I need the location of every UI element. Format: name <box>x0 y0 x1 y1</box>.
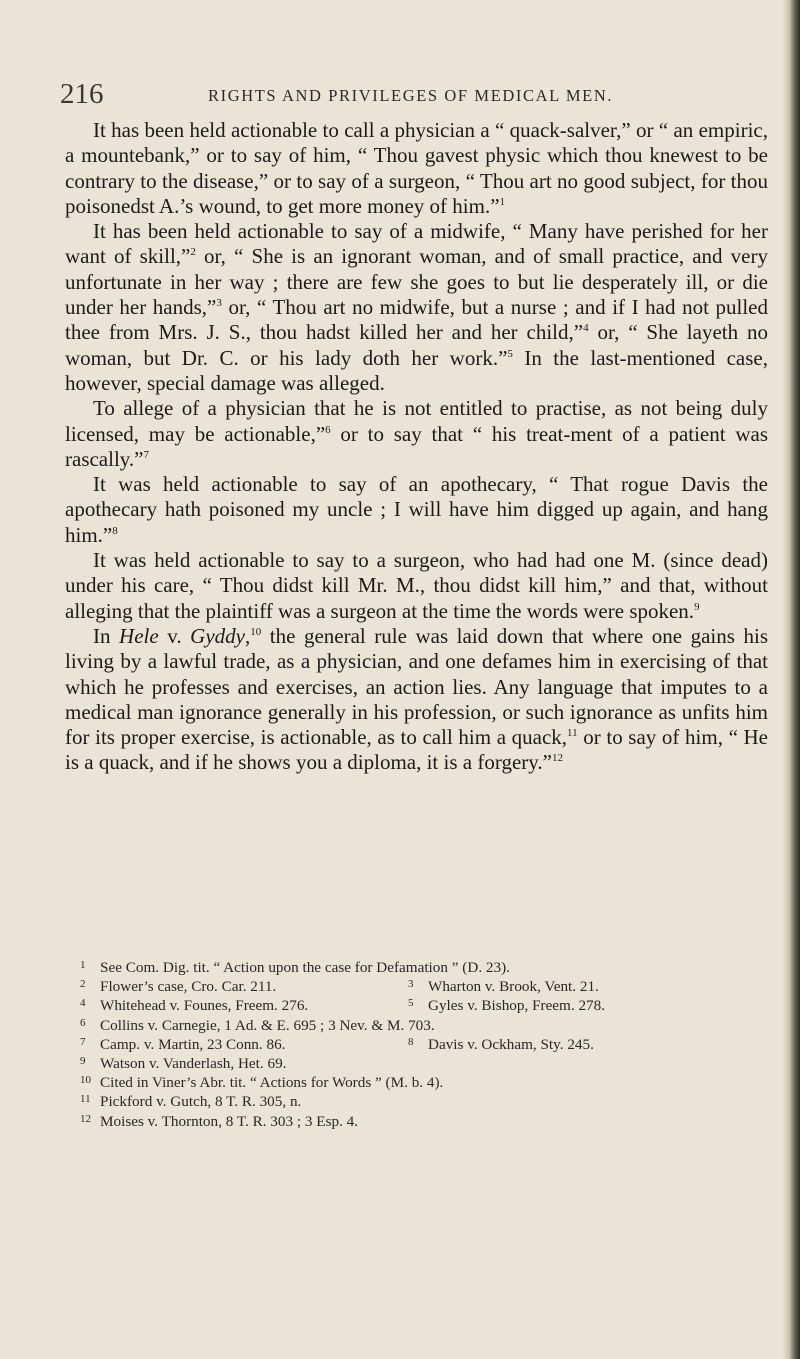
footnote-number: 9 <box>80 1055 86 1068</box>
text-run: In the last-mentioned case, however, special damage was alleged. <box>65 345 768 395</box>
footnote-ref: 1 <box>499 195 506 208</box>
paragraph <box>65 118 768 219</box>
footnote-text: Camp. v. Martin, 23 Conn. 86. <box>100 1035 286 1053</box>
footnote-text: Flower’s case, Cro. Car. 211. <box>100 978 277 996</box>
footnote-row <box>80 996 770 1015</box>
footnote-ref: 7 <box>143 448 150 461</box>
footnote-row <box>80 1073 770 1092</box>
footnote <box>408 996 605 1015</box>
page-number: 216 <box>60 78 104 110</box>
footnote-number: 10 <box>80 1074 91 1087</box>
footnote-number: 7 <box>80 1035 86 1048</box>
footnote-number: 8 <box>408 1035 414 1048</box>
footnote-ref: 2 <box>190 246 196 259</box>
footnote <box>80 1112 358 1131</box>
footnote-row <box>80 1035 770 1054</box>
footnote-text: Watson v. Vanderlash, Het. 69. <box>100 1055 287 1073</box>
text-run: , <box>244 623 251 648</box>
footnote-row <box>80 1054 770 1073</box>
text-run: or, “ Thou art no midwife, but a nurse ; and if I had not pulled thee from Mrs. J. S., thou hadst killed her and her child,” <box>65 295 768 345</box>
footnote-ref: 10 <box>250 625 262 638</box>
footnote-row <box>80 958 770 977</box>
page-header <box>60 78 760 118</box>
footnote-ref: 8 <box>112 524 118 537</box>
footnote-text: Whitehead v. Founes, Freem. 276. <box>100 997 309 1015</box>
footnote-text: Collins v. Carnegie, 1 Ad. & E. 695 ; 3 Nev. & M. 703. <box>100 1016 435 1034</box>
footnote-ref: 12 <box>551 752 563 765</box>
text-run: or, “ She is an ignorant woman, and of small practice, and very unfortunate in her way ; there are few she goes to but lie desperately ill, or die under her hands,” <box>65 244 769 320</box>
text-run: It was held actionable to say of an apothecary, “ That rogue Davis the apothecary hath poisoned my uncle ; I will have him digged up again, and hang him.” <box>65 472 768 547</box>
footnote <box>80 958 510 977</box>
text-run: It has been held actionable to call a physician a “ quack-salver,” or “ an empiric, a mountebank,” or to say of him, “ Thou gavest physic which thou knewest to be contrary to the disease,” or to say of a surgeon, “ Thou art no good subject, for thou poisonedst A.’s wound, to get more money of him.” <box>65 118 768 218</box>
footnote <box>80 1092 301 1111</box>
text-run: v. <box>158 623 191 648</box>
footnote-text: Wharton v. Brook, Vent. 21. <box>428 978 599 996</box>
footnote-row <box>80 1092 770 1111</box>
paragraph <box>65 624 768 776</box>
text-run: It has been held actionable to say of a midwife, “ Many have perished for her want of skill,” <box>65 219 768 269</box>
page-edge-shadow <box>782 0 800 1359</box>
footnotes <box>80 958 770 1131</box>
footnote-ref: 9 <box>694 600 700 613</box>
footnote-text: Pickford v. Gutch, 8 T. R. 305, n. <box>100 1093 302 1111</box>
footnote-ref: 3 <box>216 297 222 310</box>
footnote <box>408 1035 594 1054</box>
footnote-number: 3 <box>408 978 414 991</box>
footnote-text: Cited in Viner’s Abr. tit. “ Actions for Words ” (M. b. 4). <box>100 1074 444 1092</box>
footnote <box>80 996 408 1015</box>
footnote <box>408 977 599 996</box>
footnote-ref: 6 <box>325 423 331 436</box>
text-run: or, “ She layeth no woman, but Dr. C. or his lady doth her work.” <box>65 320 768 370</box>
footnote-number: 2 <box>80 978 86 991</box>
footnote-row <box>80 1016 770 1035</box>
text-run: In <box>93 623 120 648</box>
case-name: Gyddy <box>190 623 245 648</box>
text-run: or to say that “ his treat-ment of a patient was rascally.” <box>65 421 768 471</box>
footnote <box>80 977 408 996</box>
footnote-text: Gyles v. Bishop, Freem. 278. <box>428 997 606 1015</box>
footnote-row <box>80 1112 770 1131</box>
paragraph <box>65 472 768 548</box>
footnote-number: 4 <box>80 997 86 1010</box>
footnote-ref: 4 <box>583 322 589 335</box>
footnote-text: Moises v. Thornton, 8 T. R. 303 ; 3 Esp. 4. <box>100 1112 359 1130</box>
footnote-text: See Com. Dig. tit. “ Action upon the case for Defamation ” (D. 23). <box>100 959 510 976</box>
footnote-ref: 5 <box>507 347 513 360</box>
text-run: or to say of him, “ He is a quack, and if he shows you a diploma, it is a forgery.” <box>65 725 768 775</box>
footnote <box>80 1054 286 1073</box>
text-run: To allege of a physician that he is not entitled to practise, as not being duly licensed, may be actionable,” <box>65 396 768 446</box>
footnote <box>80 1073 443 1092</box>
footnote-number: 11 <box>80 1093 91 1106</box>
footnote-number: 1 <box>80 959 86 971</box>
footnote-number: 12 <box>80 1112 91 1125</box>
body-text <box>65 118 768 776</box>
paragraph <box>65 219 768 396</box>
footnote-number: 6 <box>80 1016 86 1029</box>
footnote-row <box>80 977 770 996</box>
footnote <box>80 1035 408 1054</box>
paragraph <box>65 396 768 472</box>
paragraph <box>65 548 768 624</box>
footnote-number: 5 <box>408 997 414 1010</box>
footnote-text: Davis v. Ockham, Sty. 245. <box>428 1035 594 1053</box>
footnote-ref: 11 <box>567 727 578 740</box>
text-run: the general rule was laid down that where one gains his living by a lawful trade, as a physician, and one defames him in exercising of that which he professes and exercises, an action lies. Any language that imputes to a medical man ignorance generally in his profession, or such ignorance as unfits him for its proper exercise, is actionable, as to call him a quack, <box>65 623 768 750</box>
text-run: It was held actionable to say to a surgeon, who had had one M. (since dead) under his care, “ Thou didst kill Mr. M., thou didst kill him,” and that, without alleging that the plaintiff was a surgeon at the time the words were spoken. <box>65 548 768 623</box>
case-name: Hele <box>119 623 159 648</box>
footnote <box>80 1016 435 1035</box>
running-head: RIGHTS AND PRIVILEGES OF MEDICAL MEN. <box>208 86 614 105</box>
